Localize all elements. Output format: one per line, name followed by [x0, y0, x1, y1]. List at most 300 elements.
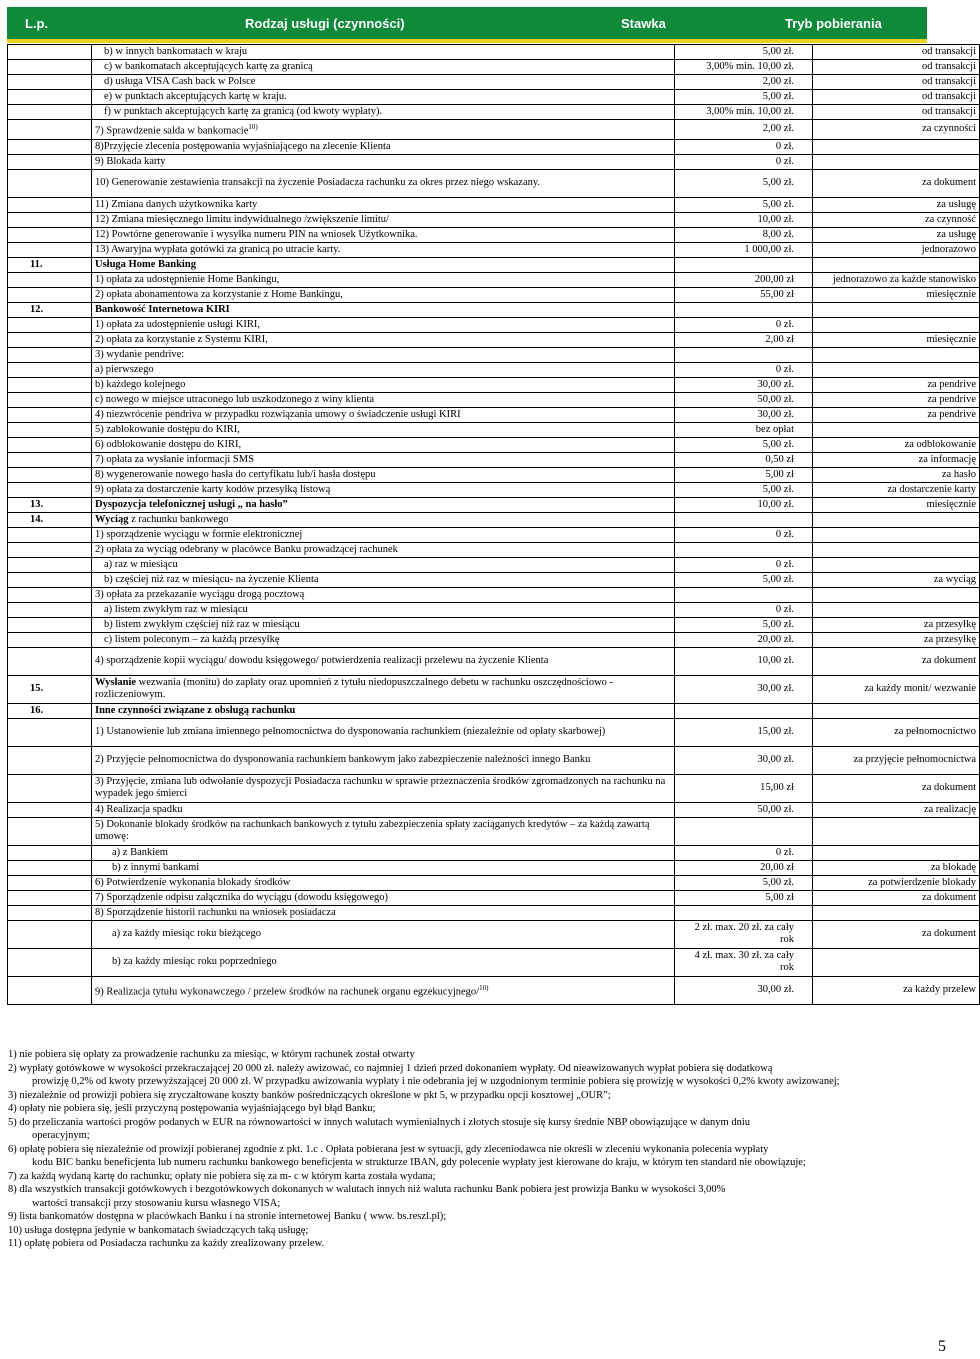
table-row [8, 718, 980, 746]
service-name-text: 1) opłata za udostępnienie Home Bankingu, [95, 273, 280, 285]
rate-value: 5,00 zł. [675, 437, 813, 452]
charge-mode: od transakcji [813, 105, 980, 120]
rate-value: 20,00 zł. [675, 632, 813, 647]
fee-table [7, 44, 980, 1005]
rate-value: 5,00 zł. [675, 45, 813, 60]
service-name [92, 482, 675, 497]
service-name [92, 718, 675, 746]
footnote-text: 2) wypłaty gotówkowe w wysokości przekraczającej 20 000 zł. należy awizować, co najmniej 1 dzień przed dokonaniem wypłaty. Od nieawizowanych wypłat pobiera się dodatkową [8, 1062, 773, 1074]
rate-value: 2,00 zł [675, 332, 813, 347]
row-number [8, 542, 92, 557]
service-name [92, 817, 675, 845]
row-number [8, 437, 92, 452]
service-name [92, 572, 675, 587]
charge-mode: za realizację [813, 802, 980, 817]
table-row [8, 105, 980, 120]
table-row [8, 407, 980, 422]
table-row [8, 703, 980, 718]
charge-mode [813, 257, 980, 272]
service-name-text: 1) Ustanowienie lub zmiana imiennego pełnomocnictwa do dysponowania rachunkiem (niezależnie od opłaty skarbowej) [95, 726, 606, 737]
footnote-text: 8) dla wszystkich transakcji gotówkowych i bezgotówkowych dokonanych w walutach innych niż waluta rachunku Bank pobiera jest prowizja Banku w wysokości 3,00% [8, 1184, 726, 1195]
service-name-rest: z rachunku bankowego [128, 513, 229, 525]
service-name [92, 497, 675, 512]
service-name [92, 75, 675, 90]
service-name [92, 377, 675, 392]
service-name-text: b) listem zwykłym częściej niż raz w miesiącu [104, 618, 300, 630]
header-rate: Stawka [621, 16, 666, 31]
table-row [8, 227, 980, 242]
service-name-text: 11) Zmiana danych użytkownika karty [95, 198, 258, 210]
service-name [92, 90, 675, 105]
charge-mode: za dostarczenie karty [813, 482, 980, 497]
table-row [8, 120, 980, 140]
row-number [8, 197, 92, 212]
charge-mode: od transakcji [813, 75, 980, 90]
rate-value: 0 zł. [675, 845, 813, 860]
rate-value: 30,00 zł. [675, 746, 813, 774]
footnote [8, 1210, 958, 1224]
service-name [92, 452, 675, 467]
charge-mode [813, 422, 980, 437]
row-number [8, 169, 92, 197]
rate-value: 3,00% min. 10,00 zł. [675, 105, 813, 120]
charge-mode [813, 527, 980, 542]
row-number: 11. [8, 257, 92, 272]
service-name-text: Wysłanie [95, 677, 137, 688]
rate-value: 4 zł. max. 30 zł. za cały rok [675, 948, 813, 976]
row-number [8, 332, 92, 347]
row-number: 14. [8, 512, 92, 527]
table-header [7, 7, 927, 39]
row-number [8, 377, 92, 392]
rate-value [675, 905, 813, 920]
table-row [8, 587, 980, 602]
service-name-text: 7) Sprawdzenie salda w bankomacie [95, 125, 249, 137]
service-name [92, 557, 675, 572]
charge-mode [813, 154, 980, 169]
service-name-text: c) listem poleconym – za każdą przesyłkę [104, 633, 280, 645]
table-row [8, 675, 980, 703]
rate-value: 5,00 zł. [675, 197, 813, 212]
table-row [8, 920, 980, 948]
charge-mode [813, 845, 980, 860]
service-name-text: 9) opłata za dostarczenie karty kodów przesyłką listową [95, 483, 331, 495]
service-name [92, 875, 675, 890]
charge-mode [813, 139, 980, 154]
service-name [92, 675, 675, 703]
row-number [8, 774, 92, 802]
charge-mode [813, 587, 980, 602]
rate-value [675, 302, 813, 317]
rate-value: 5,00 zł [675, 467, 813, 482]
table-row [8, 60, 980, 75]
rate-value: 5,00 zł. [675, 169, 813, 197]
charge-mode: za każdy monit/ wezwanie [813, 675, 980, 703]
charge-mode: za potwierdzenie blokady [813, 875, 980, 890]
charge-mode: za hasło [813, 467, 980, 482]
row-number [8, 920, 92, 948]
footnote-text: 9) lista bankomatów dostępna w placówkach Banku i na stronie internetowej Banku ( www. bs.reszl.pl); [8, 1211, 447, 1222]
row-number [8, 227, 92, 242]
service-name-text: 2) opłata za korzystanie z Systemu KIRI, [95, 333, 268, 345]
table-row [8, 422, 980, 437]
footnote-continuation: kodu BIC banku beneficjenta lub numeru rachunku bankowego beneficjenta w strukturze IBAN, gdy polecenie wypłaty jest kierowane do kraju, w którym ten standard nie obowiązuje; [32, 1157, 806, 1168]
table-row [8, 860, 980, 875]
table-row [8, 482, 980, 497]
rate-value [675, 542, 813, 557]
charge-mode: od transakcji [813, 60, 980, 75]
service-name-text: 7) Sporządzenie odpisu załącznika do wyciągu (dowodu księgowego) [95, 891, 389, 903]
service-name [92, 169, 675, 197]
row-number [8, 948, 92, 976]
rate-value: 10,00 zł. [675, 212, 813, 227]
footnote [8, 1102, 958, 1116]
table-row [8, 45, 980, 60]
charge-mode [813, 817, 980, 845]
service-name [92, 512, 675, 527]
row-number [8, 75, 92, 90]
charge-mode: za pendrive [813, 392, 980, 407]
service-name-text: 6) Potwierdzenie wykonania blokady środków [95, 876, 291, 888]
table-row [8, 332, 980, 347]
row-number [8, 60, 92, 75]
footnote [8, 1062, 958, 1089]
footnote [8, 1183, 958, 1210]
row-number [8, 557, 92, 572]
row-number [8, 632, 92, 647]
rate-value: 0 zł. [675, 557, 813, 572]
footnote-text: 3) niezależnie od prowizji pobiera się zryczałtowane koszty banków pośredniczących określone w pkt 5, w przypadku opcji kosztowej „OUR”; [8, 1089, 611, 1101]
service-name-text: 8) Sporządzenie historii rachunku na wniosek posiadacza [95, 906, 336, 918]
service-name [92, 332, 675, 347]
service-name-text: 3) opłata za przekazanie wyciągu drogą pocztową [95, 588, 305, 600]
rate-value: 55,00 zł [675, 287, 813, 302]
footnote-text: 5) do przeliczania wartości progów podanych w EUR na równowartości w innych walutach wymienialnych i złotych stosuje się kursy średnie NBP obowiązujące w danym dniu [8, 1116, 751, 1128]
footnote-text: 7) za każdą wydaną kartę do rachunku; opłaty nie pobiera się za m- c w którym karta została wydana; [8, 1170, 436, 1182]
service-name [92, 45, 675, 60]
row-number [8, 317, 92, 332]
charge-mode: za pendrive [813, 407, 980, 422]
footnotes [8, 1048, 958, 1251]
rate-value: 15,00 zł [675, 774, 813, 802]
footnote [8, 1048, 958, 1062]
footnote-continuation: prowizję 0,2% od kwoty przewyższającej 20 000 zł. W przypadku awizowania wypłaty i nie odebrania jej w uzgodnionym terminie pobiera się prowizję w wysokości 0,2% kwoty awizowanej; [32, 1076, 840, 1087]
service-name [92, 407, 675, 422]
row-number [8, 817, 92, 845]
rate-value: 5,00 zł. [675, 90, 813, 105]
row-number [8, 617, 92, 632]
rate-value: 15,00 zł. [675, 718, 813, 746]
table-row [8, 302, 980, 317]
table-row [8, 875, 980, 890]
rate-value: 3,00% min. 10,00 zł. [675, 60, 813, 75]
rate-value [675, 512, 813, 527]
service-name-text: 2) opłata za wyciąg odebrany w placówce Banku prowadzącej rachunek [95, 543, 398, 555]
service-name-text: 4) Realizacja spadku [95, 803, 183, 815]
service-name [92, 422, 675, 437]
charge-mode [813, 512, 980, 527]
charge-mode: za dokument [813, 920, 980, 948]
row-number [8, 527, 92, 542]
service-name [92, 120, 675, 140]
row-number: 12. [8, 302, 92, 317]
table-row [8, 287, 980, 302]
service-name [92, 647, 675, 675]
row-number [8, 718, 92, 746]
charge-mode [813, 703, 980, 718]
charge-mode: za dokument [813, 169, 980, 197]
service-name [92, 347, 675, 362]
service-name-text: 8) wygenerowanie nowego hasła do certyfikatu lub/i hasła dostępu [95, 468, 376, 480]
row-number [8, 860, 92, 875]
row-number [8, 572, 92, 587]
table-row [8, 377, 980, 392]
charge-mode: za przesyłkę [813, 617, 980, 632]
footnote-text: 11) opłatę pobiera od Posiadacza rachunku za każdy zrealizowany przelew. [8, 1238, 325, 1249]
rate-value: 5,00 zł [675, 890, 813, 905]
service-name [92, 774, 675, 802]
charge-mode: od transakcji [813, 90, 980, 105]
row-number [8, 90, 92, 105]
service-name [92, 60, 675, 75]
service-name-text: 12) Powtórne generowanie i wysyłka numeru PIN na wniosek Użytkownika. [95, 228, 418, 240]
service-name-rest: wezwania (monitu) do zapłaty oraz upomnień z tytułu niedopuszczalnego debetu w rachunku oszczędnościowo - rozliczeniowym. [95, 677, 614, 700]
service-name [92, 287, 675, 302]
row-number [8, 746, 92, 774]
row-number [8, 422, 92, 437]
table-row [8, 647, 980, 675]
rate-value: 30,00 zł. [675, 976, 813, 1004]
charge-mode: miesięcznie [813, 287, 980, 302]
table-row [8, 948, 980, 976]
table-row [8, 802, 980, 817]
charge-mode: miesięcznie [813, 497, 980, 512]
service-name-text: 4) niezwrócenie pendriva w przypadku rozwiązania umowy o świadczenie usługi KIRI [95, 408, 461, 420]
table-row [8, 976, 980, 1004]
charge-mode: za dokument [813, 774, 980, 802]
footnote-ref: 10) [248, 123, 258, 131]
rate-value: 30,00 zł. [675, 407, 813, 422]
service-name [92, 948, 675, 976]
rate-value: 0,50 zł [675, 452, 813, 467]
row-number [8, 845, 92, 860]
rate-value: 30,00 zł. [675, 377, 813, 392]
charge-mode: miesięcznie [813, 332, 980, 347]
charge-mode: za przesyłkę [813, 632, 980, 647]
rate-value: 30,00 zł. [675, 675, 813, 703]
service-name-text: 3) wydanie pendrive: [95, 348, 185, 360]
rate-value: 2,00 zł. [675, 75, 813, 90]
service-name-text: 2) opłata abonamentowa za korzystanie z Home Bankingu, [95, 288, 343, 300]
rate-value: 1 000,00 zł. [675, 242, 813, 257]
service-name [92, 227, 675, 242]
charge-mode: jednorazowo [813, 242, 980, 257]
service-name [92, 467, 675, 482]
rate-value: 20,00 zł [675, 860, 813, 875]
service-name-text: Bankowość Internetowa KIRI [95, 303, 230, 315]
rate-value: 0 zł. [675, 527, 813, 542]
row-number [8, 347, 92, 362]
row-number [8, 272, 92, 287]
service-name [92, 212, 675, 227]
table-row [8, 317, 980, 332]
footnote-text: 1) nie pobiera się opłaty za prowadzenie rachunku za miesiąc, w którym rachunek został otwarty [8, 1049, 415, 1060]
service-name [92, 703, 675, 718]
row-number [8, 452, 92, 467]
service-name-text: a) z Bankiem [112, 846, 168, 858]
service-name-text: 13) Awaryjna wypłata gotówki za granicą po utracie karty. [95, 243, 341, 255]
service-name [92, 139, 675, 154]
table-row [8, 632, 980, 647]
service-name-text: Usługa Home Banking [95, 258, 196, 270]
row-number [8, 875, 92, 890]
footnote-continuation: wartości transakcji przy stosowaniu kursu własnego VISA; [32, 1197, 281, 1209]
table-row [8, 817, 980, 845]
service-name [92, 527, 675, 542]
row-number [8, 287, 92, 302]
table-row [8, 542, 980, 557]
service-name-text: 12) Zmiana miesięcznego limitu indywidualnego /zwiększenie limitu/ [95, 213, 389, 225]
service-name-text: a) listem zwykłym raz w miesiącu [104, 603, 248, 615]
table-row [8, 557, 980, 572]
service-name [92, 587, 675, 602]
row-number [8, 407, 92, 422]
service-name-text: a) raz w miesiącu [104, 558, 178, 570]
row-number: 13. [8, 497, 92, 512]
service-name [92, 602, 675, 617]
footnote-text: 10) usługa dostępna jedynie w bankomatach świadczących taką usługę; [8, 1224, 309, 1236]
table-row [8, 512, 980, 527]
rate-value [675, 817, 813, 845]
service-name [92, 392, 675, 407]
footnote-text: 6) opłatę pobiera się niezależnie od prowizji pobieranej zgodnie z pkt. 1.c . Opłata pobierana jest w sytuacji, gdy zleceniodawca nie określi w zleceniu wykonania polecenia wypłaty [8, 1143, 769, 1155]
service-name-text: b) w innych bankomatach w kraju [104, 46, 248, 57]
table-row [8, 154, 980, 169]
header-accent-line [7, 39, 927, 43]
charge-mode [813, 602, 980, 617]
service-name-text: 4) sporządzenie kopii wyciągu/ dowodu księgowego/ potwierdzenia realizacji przelewu na życzenie Klienta [95, 655, 549, 666]
row-number [8, 139, 92, 154]
service-name-text: e) w punktach akceptujących kartę w kraju. [104, 91, 287, 102]
charge-mode [813, 557, 980, 572]
table-row [8, 242, 980, 257]
charge-mode: za czynność [813, 212, 980, 227]
table-row [8, 527, 980, 542]
header-service: Rodzaj usługi (czynności) [245, 16, 405, 31]
rate-value: 50,00 zł. [675, 802, 813, 817]
charge-mode: za informację [813, 452, 980, 467]
service-name-text: b) częściej niż raz w miesiącu- na życzenie Klienta [104, 573, 319, 585]
charge-mode: za każdy przelew [813, 976, 980, 1004]
rate-value: 0 zł. [675, 154, 813, 169]
charge-mode [813, 542, 980, 557]
table-row [8, 617, 980, 632]
table-row [8, 347, 980, 362]
service-name-text: 3) Przyjęcie, zmiana lub odwołanie dyspozycji Posiadacza rachunku w sprawie przeznaczenia środków zgromadzonych na rachunku na wypadek jego śmierci [95, 776, 666, 799]
page-number: 5 [938, 1338, 946, 1355]
rate-value: 5,00 zł. [675, 572, 813, 587]
rate-value: 5,00 zł. [675, 617, 813, 632]
row-number [8, 45, 92, 60]
service-name [92, 802, 675, 817]
table-row [8, 90, 980, 105]
table-row [8, 452, 980, 467]
header-lp: L.p. [25, 16, 49, 31]
service-name-text: 7) opłata za wysłanie informacji SMS [95, 453, 254, 465]
service-name-text: c) nowego w miejsce utraconego lub uszkodzonego z winy klienta [95, 393, 375, 405]
charge-mode: za dokument [813, 890, 980, 905]
table-row [8, 139, 980, 154]
charge-mode [813, 302, 980, 317]
table-row [8, 467, 980, 482]
rate-value: 0 zł. [675, 362, 813, 377]
rate-value [675, 587, 813, 602]
rate-value [675, 703, 813, 718]
service-name [92, 920, 675, 948]
service-name [92, 542, 675, 557]
rate-value: 8,00 zł. [675, 227, 813, 242]
charge-mode: za pełnomocnictwo [813, 718, 980, 746]
service-name-text: a) za każdy miesiąc roku bieżącego [112, 928, 261, 939]
table-row [8, 169, 980, 197]
rate-value: 0 zł. [675, 317, 813, 332]
rate-value: 50,00 zł. [675, 392, 813, 407]
charge-mode [813, 948, 980, 976]
row-number: 16. [8, 703, 92, 718]
service-name [92, 860, 675, 875]
row-number [8, 362, 92, 377]
rate-value: 10,00 zł. [675, 497, 813, 512]
row-number [8, 802, 92, 817]
rate-value: 10,00 zł. [675, 647, 813, 675]
charge-mode [813, 905, 980, 920]
service-name [92, 272, 675, 287]
table-row [8, 602, 980, 617]
rate-value: bez opłat [675, 422, 813, 437]
row-number [8, 647, 92, 675]
rate-value: 5,00 zł. [675, 875, 813, 890]
service-name [92, 632, 675, 647]
rate-value: 0 zł. [675, 602, 813, 617]
service-name [92, 197, 675, 212]
table-row [8, 197, 980, 212]
service-name [92, 905, 675, 920]
table-row [8, 362, 980, 377]
charge-mode [813, 347, 980, 362]
table-row [8, 746, 980, 774]
service-name-text: f) w punktach akceptujących kartę za granicą (od kwoty wypłaty). [104, 106, 383, 117]
service-name [92, 257, 675, 272]
table-row [8, 392, 980, 407]
charge-mode: za wyciąg [813, 572, 980, 587]
table-row [8, 905, 980, 920]
footnote [8, 1237, 958, 1251]
service-name-text: Dyspozycja telefonicznej usługi „ na hasło” [95, 498, 288, 510]
service-name-text: 1) sporządzenie wyciągu w formie elektronicznej [95, 528, 303, 540]
service-name-text: 2) Przyjęcie pełnomocnictwa do dysponowania rachunkiem bankowym jako zabezpieczenie należności innego Banku [95, 754, 591, 765]
charge-mode: jednorazowo za każde stanowisko [813, 272, 980, 287]
charge-mode: od transakcji [813, 45, 980, 60]
table-row [8, 75, 980, 90]
service-name [92, 746, 675, 774]
charge-mode: za dokument [813, 647, 980, 675]
service-name [92, 437, 675, 452]
row-number [8, 105, 92, 120]
service-name-text: Wyciąg [95, 513, 129, 525]
service-name-text: b) z innymi bankami [112, 861, 200, 873]
service-name-text: c) w bankomatach akceptujących kartę za granicą [104, 61, 313, 72]
charge-mode: za odblokowanie [813, 437, 980, 452]
